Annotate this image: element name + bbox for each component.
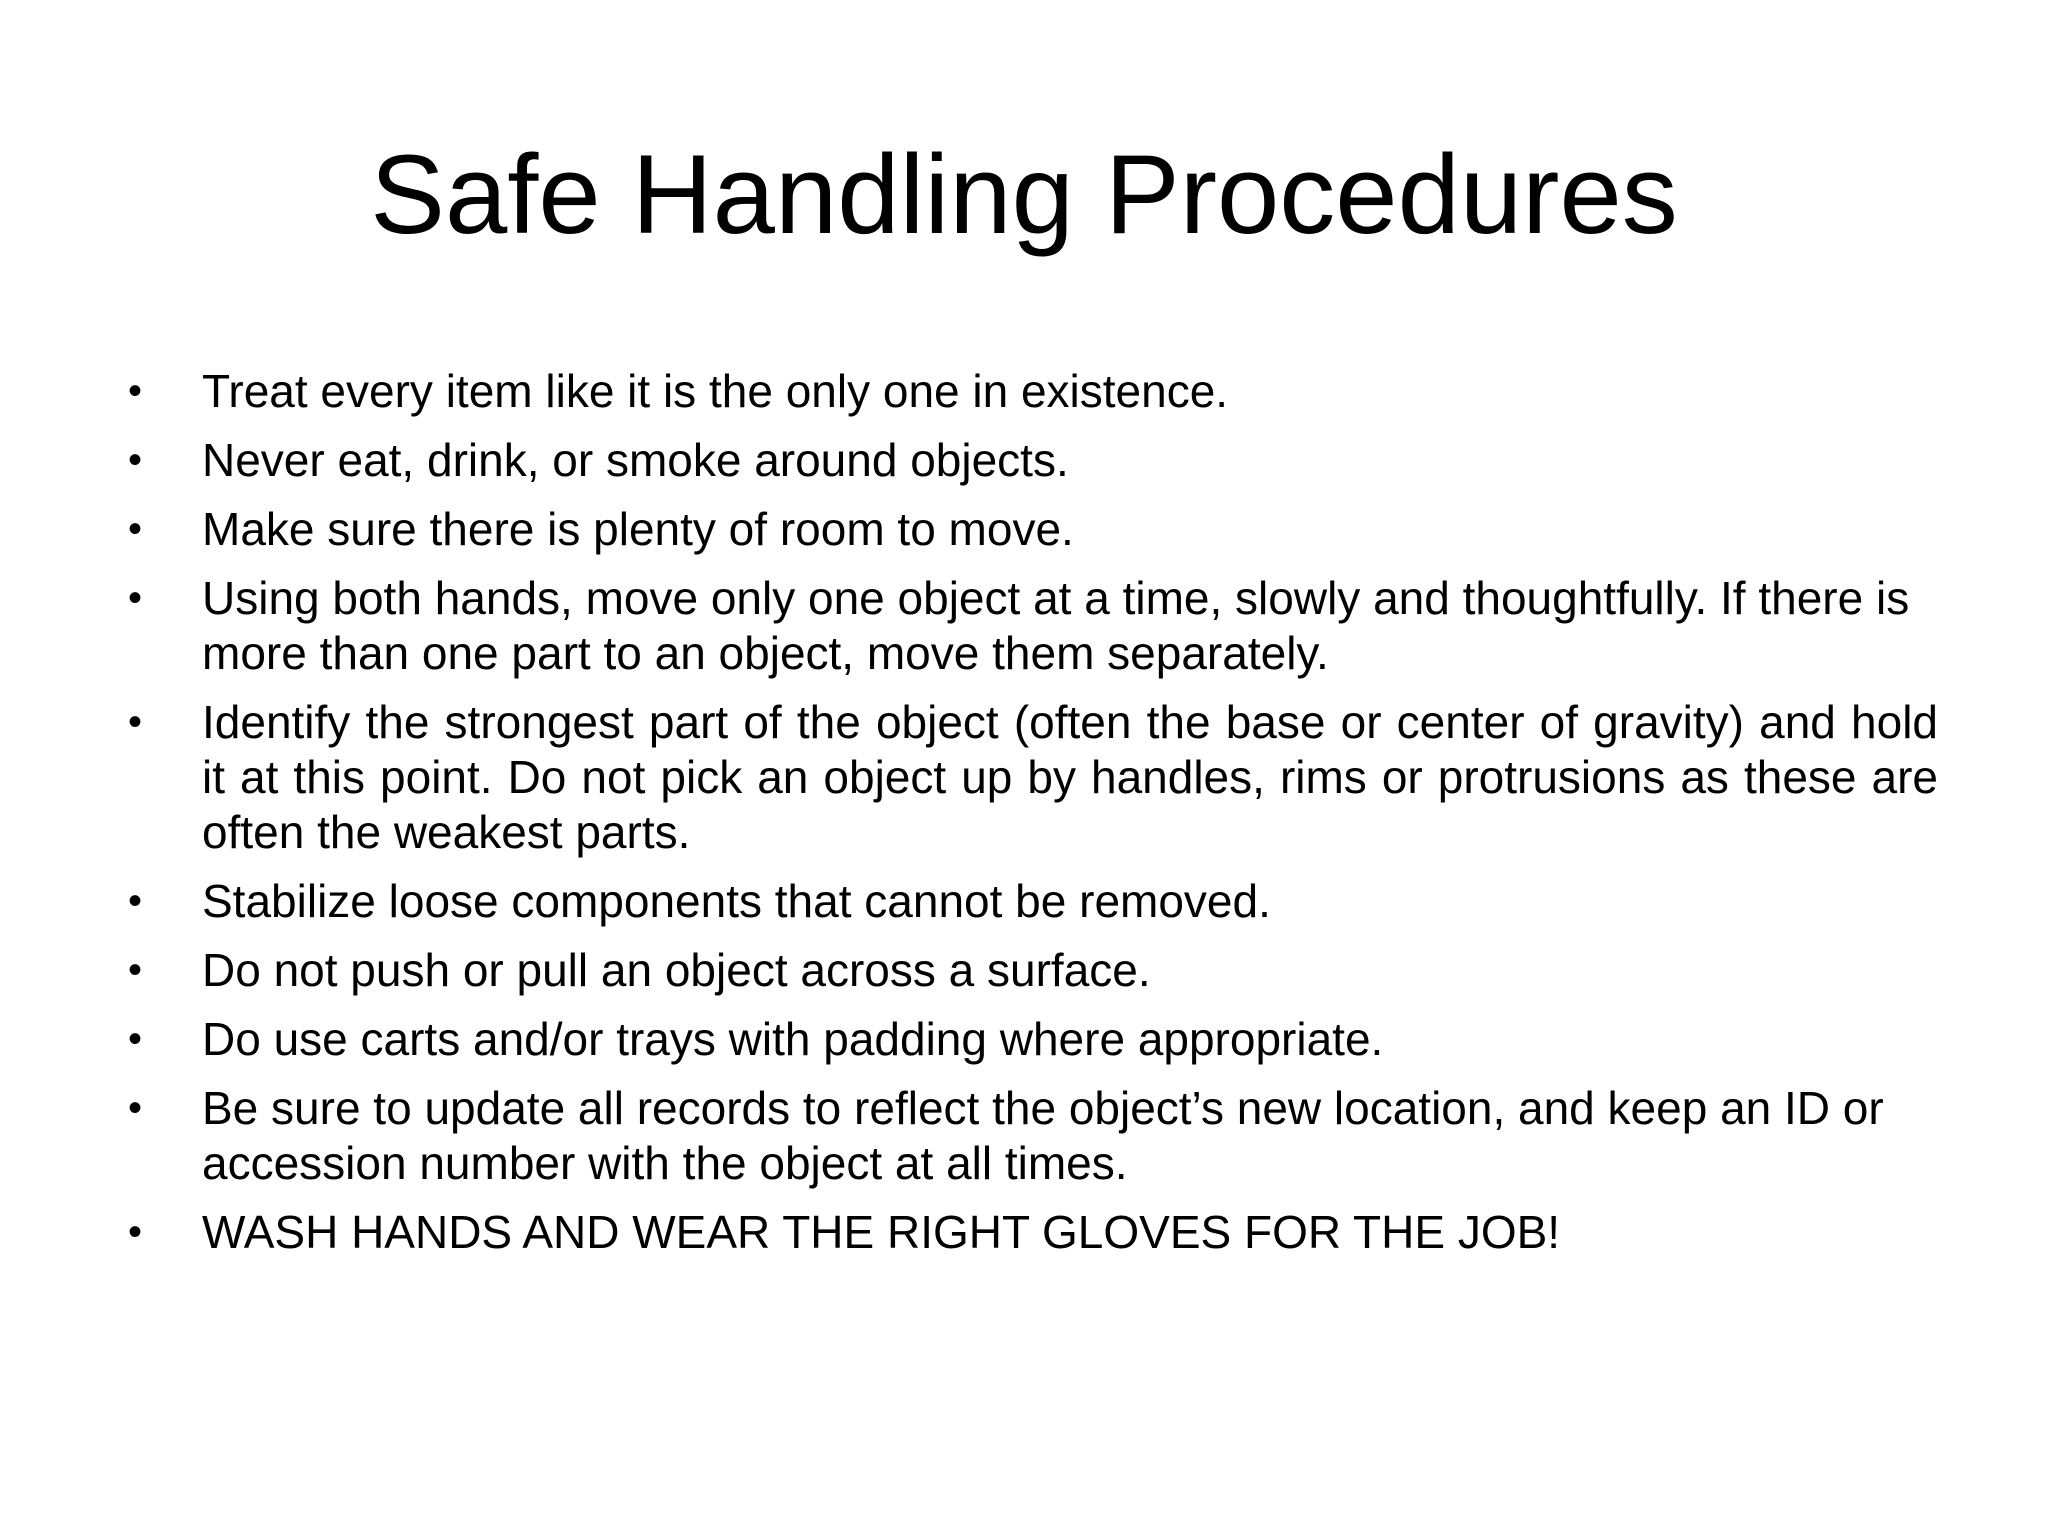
bullet-item [118, 1081, 1938, 1191]
bullet-text: Never eat, drink, or smoke around objects. [202, 434, 1069, 486]
bullet-text: Do not push or pull an object across a surface. [202, 944, 1151, 996]
bullet-icon: • [128, 1017, 143, 1061]
bullet-item [118, 571, 1938, 681]
bullet-list [118, 364, 1938, 1274]
bullet-item [118, 502, 1938, 557]
bullet-icon: • [128, 1086, 143, 1130]
bullet-icon: • [128, 948, 143, 992]
bullet-item [118, 874, 1938, 929]
bullet-text: Be sure to update all records to reflect the object’s new location, and keep an ID or accession number with the object at all times. [202, 1082, 1884, 1189]
bullet-text: Using both hands, move only one object at a time, slowly and thoughtfully. If there is more than one part to an object, move them separately. [202, 572, 1910, 679]
bullet-icon: • [128, 1210, 143, 1254]
bullet-item [118, 364, 1938, 419]
bullet-icon: • [128, 369, 143, 413]
bullet-icon: • [128, 438, 143, 482]
bullet-icon: • [128, 879, 143, 923]
bullet-text: Identify the strongest part of the object (often the base or center of gravity) and hold it at this point. Do not pick an object up by handles, rims or protrusions as these are often the weakest parts. [202, 696, 1938, 858]
bullet-icon: • [128, 576, 143, 620]
bullet-text: Stabilize loose components that cannot be removed. [202, 875, 1271, 927]
slide-title: Safe Handling Procedures [370, 132, 1678, 257]
bullet-text: Make sure there is plenty of room to move. [202, 503, 1074, 555]
bullet-item [118, 1012, 1938, 1067]
bullet-icon: • [128, 507, 143, 551]
bullet-text: Do use carts and/or trays with padding where appropriate. [202, 1013, 1384, 1065]
bullet-icon: • [128, 700, 143, 744]
bullet-text: Treat every item like it is the only one in existence. [202, 365, 1229, 417]
bullet-item [118, 943, 1938, 998]
bullet-item [118, 695, 1938, 860]
bullet-text: WASH HANDS AND WEAR THE RIGHT GLOVES FOR THE JOB! [202, 1206, 1561, 1258]
bullet-item [118, 433, 1938, 488]
bullet-item [118, 1205, 1938, 1260]
